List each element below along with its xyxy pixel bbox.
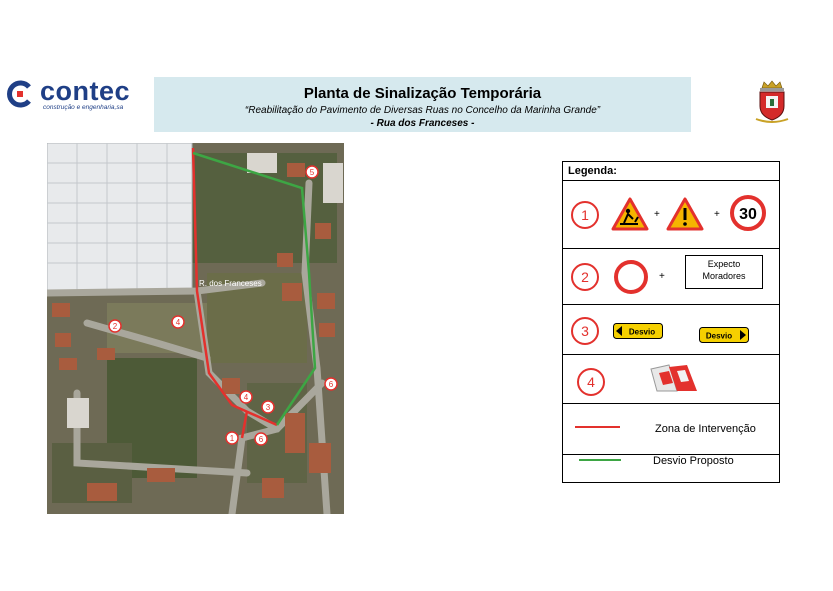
- legend-number-4: 4: [577, 368, 605, 396]
- map-marker-1: [226, 432, 238, 444]
- svg-text:2: 2: [112, 322, 118, 331]
- svg-text:4: 4: [243, 393, 249, 402]
- panel-line-1: Expecto: [707, 259, 741, 269]
- svg-text:4: 4: [175, 318, 181, 327]
- legend-row-5: [563, 403, 779, 454]
- satellite-map: [47, 143, 344, 514]
- speed-limit-value: 30: [739, 206, 757, 223]
- legend-title: Legenda:: [568, 165, 617, 177]
- map-street-label: R. dos Franceses: [199, 279, 262, 288]
- detour-left-sign-icon: [613, 323, 663, 339]
- coat-of-arms-icon: [748, 78, 796, 126]
- legend-row-4: [563, 354, 779, 403]
- speed-limit-sign-icon: [729, 194, 767, 232]
- page-title: Planta de Sinalização Temporária: [303, 85, 542, 102]
- map-marker-2: [109, 320, 121, 332]
- svg-text:5: 5: [309, 168, 315, 177]
- page-subtitle: “Reabilitação do Pavimento de Diversas Ruas no Concelho da Marinha Grande”: [244, 105, 601, 116]
- svg-text:3: 3: [265, 403, 271, 412]
- contec-logo: [6, 78, 146, 114]
- no-entry-circle-sign-icon: [613, 259, 649, 295]
- road-works-sign-icon: [611, 197, 649, 231]
- panel-line-2: Moradores: [702, 271, 746, 281]
- plus-sign: +: [714, 209, 720, 220]
- intervention-zone-label: Zona de Intervenção: [655, 423, 756, 435]
- plus-sign: +: [654, 209, 660, 220]
- map-marker-5: [306, 166, 318, 178]
- legend-row-1: [563, 180, 779, 248]
- plus-sign: +: [659, 271, 665, 282]
- detour-text: Desvio: [705, 331, 733, 341]
- legend: [562, 161, 780, 483]
- map-marker-3: [262, 401, 274, 413]
- logo-c-icon: [6, 80, 34, 108]
- legend-row-3: [563, 304, 779, 354]
- title-box: [154, 77, 691, 132]
- logo-brand: contec: [40, 76, 131, 106]
- legend-row-2: [563, 248, 779, 304]
- detour-line-swatch: [579, 459, 621, 461]
- proposed-detour-label: Desvio Proposto: [653, 455, 734, 467]
- intervention-line-swatch: [575, 426, 620, 428]
- detour-text: Desvio: [628, 327, 656, 337]
- legend-number-1: 1: [571, 201, 599, 229]
- svg-text:6: 6: [328, 380, 334, 389]
- legend-number-2: 2: [571, 263, 599, 291]
- street-name: - Rua dos Franceses -: [370, 118, 475, 129]
- detour-right-sign-icon: [699, 327, 749, 343]
- danger-warning-sign-icon: [666, 197, 704, 231]
- map-marker-4a: [172, 316, 184, 328]
- legend-row-6: [563, 454, 779, 482]
- residents-panel: [685, 255, 763, 289]
- map-marker-6b: [255, 433, 267, 445]
- logo-tagline: construção e engenharia,sa: [43, 104, 124, 111]
- svg-text:6: 6: [258, 435, 264, 444]
- map-marker-6a: [325, 378, 337, 390]
- industrial-building: [47, 143, 192, 291]
- map-marker-4b: [240, 391, 252, 403]
- legend-number-3: 3: [571, 317, 599, 345]
- svg-text:1: 1: [229, 434, 235, 443]
- road-barrier-icon: [647, 361, 699, 393]
